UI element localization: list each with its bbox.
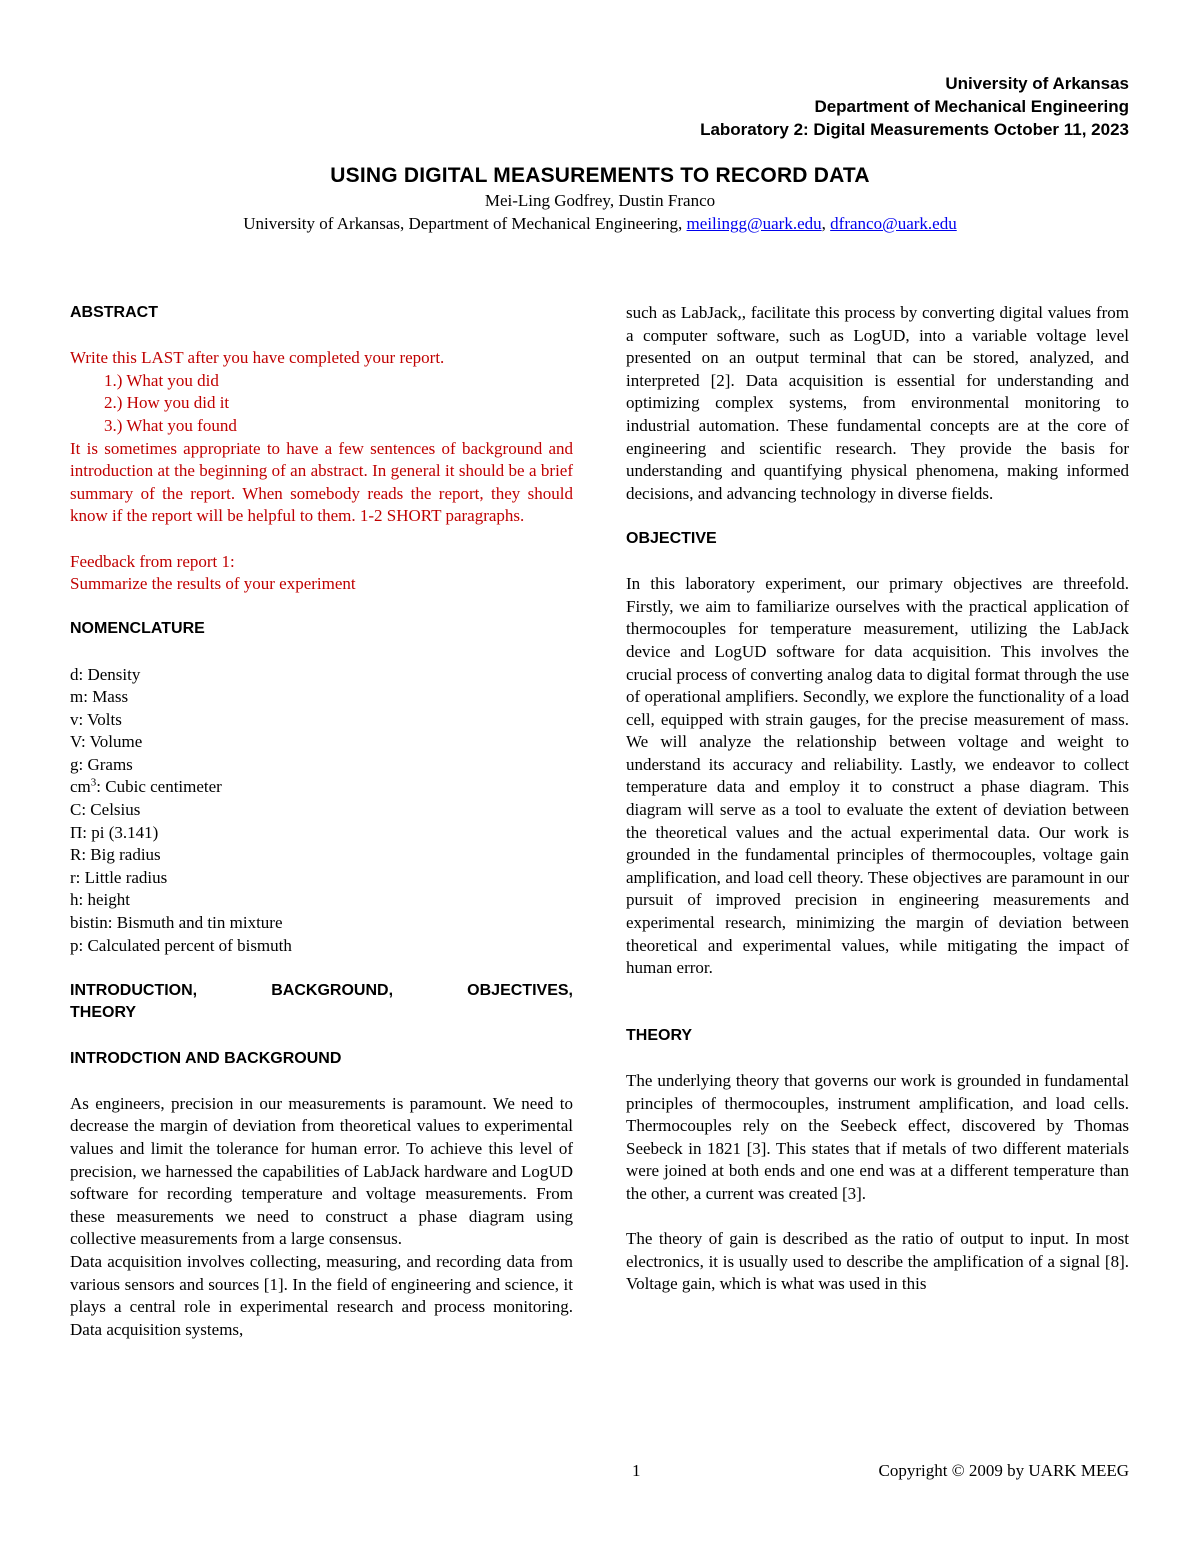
nomenclature-item: g: Grams [70,754,133,774]
authors: Mei-Ling Godfrey, Dustin Franco [484,191,716,210]
abstract-list-item: 3.) What you found [104,415,237,435]
page-number: 1 [632,1461,641,1480]
title-block [0,163,1200,235]
introduction-paragraph-2-continued: such as LabJack,, facilitate this process by converting digital values from a computer software, such as LogUD, into a variable voltage level presented on an output terminal that can be stored, analyzed, and interpreted [2]. Data acquisition is essential for understanding and optimizing complex systems, from environmental monitoring to industrial automation. These fundamental concepts are at the core of engineering and scientific research. They provide the basis for understanding and quantifying physical phenomena, making informed decisions, and advancing technology in diverse fields. [626,303,1129,503]
intro-heading-word: INTRODUCTION, [70,981,198,999]
email-link-2[interactable]: dfranco@uark.edu [830,214,957,233]
nomenclature-item: R: Big radius [70,845,161,865]
introduction-paragraph-2: Data acquisition involves collecting, measuring, and recording data from various sensors and sources [1]. In the field of engineering and science, it plays a central role in experimental research and process monitoring. Data acquisition systems, [70,1251,573,1339]
nomenclature-item: bistin: Bismuth and tin mixture [70,913,283,933]
left-column [70,302,573,1341]
abstract-section [70,347,573,596]
affiliation: University of Arkansas, Department of Mechanical Engineering, meilingg@uark.edu, dfranco@uark.edu [243,214,957,233]
objective-paragraph: In this laboratory experiment, our primary objectives are threefold. Firstly, we aim to familiarize ourselves with the practical application of thermocouples for temperature measurement, utilizing the LabJack device and LogUD software for data acquisition. This involves the crucial process of converting analog data to digital format through the use of operational amplifiers. Secondly, we explore the functionality of a load cell, equipped with strain gauges, for the precise measurement of mass. We will analyze the relationship between voltage and weight to understand its accuracy and reliability. Lastly, we endeavor to collect temperature data and employ it to construct a phase diagram. This diagram will serve as a tool to evaluate the extent of deviation between the theoretical values and the actual experimental data. Our work is grounded in the fundamental principles of thermocouples, voltage gain amplification, and load cell theory. These objectives are paramount in our pursuit of improved precision in engineering measurements and experimental research, minimizing the margin of deviation between theoretical and experimental values, while mitigating the impact of human error. [626,574,1129,978]
affiliation-text: University of Arkansas, Department of Mechanical Engineering, [243,214,683,233]
abstract-list [70,370,573,438]
nomenclature-item: V: Volume [70,732,143,752]
cm-label: : Cubic centimeter [96,777,222,797]
copyright-footer: Copyright © 2009 by UARK MEEG [878,1461,1129,1480]
abstract-list-item: 2.) How you did it [104,393,230,413]
nomenclature-item: d: Density [70,664,141,684]
paper-title: USING DIGITAL MEASUREMENTS TO RECORD DATA [330,164,870,187]
intro-heading-word: BACKGROUND, [271,981,394,999]
header-department: Department of Mechanical Engineering [814,97,1129,116]
theory-heading: THEORY [626,1026,693,1044]
email-link-1[interactable]: meilingg@uark.edu [686,214,822,233]
nomenclature-item: p: Calculated percent of bismuth [70,935,292,955]
nomenclature-item: h: height [70,890,130,910]
abstract-list-item: 1.) What you did [104,370,219,390]
abstract-heading: ABSTRACT [70,304,158,321]
theory-paragraph-2: The theory of gain is described as the ratio of output to input. In most electronics, it is usually used to describe the amplification of a signal [8]. Voltage gain, which is what was used in this [626,1229,1129,1294]
intro-section-heading [70,980,573,1003]
running-header [700,72,1129,141]
intro-heading-word: OBJECTIVES, [467,981,573,999]
nomenclature-heading: NOMENCLATURE [70,620,205,638]
objective-heading: OBJECTIVE [626,529,717,547]
cm-unit: cm [70,777,91,797]
introduction-heading: INTRODCTION AND BACKGROUND [70,1049,342,1067]
header-lab: Laboratory 2: Digital Measurements October 11, 2023 [700,120,1129,139]
theory-paragraph-1: The underlying theory that governs our work is grounded in fundamental principles of thermocouples, instrument amplification, and load cells. Thermocouples rely on the Seebeck effect, discovered by Thomas Seebeck in 1821 [3]. This states that if metals of two different materials were joined at both ends and one end was at a different temperature than the other, a current was created [3]. [626,1071,1129,1203]
nomenclature-item-cm [70,776,573,799]
right-column [626,302,1129,1296]
feedback-text: Summarize the results of your experiment [70,574,356,594]
nomenclature-item: v: Volts [70,709,122,729]
nomenclature-item: m: Mass [70,687,129,707]
nomenclature-item: C: Celsius [70,800,141,820]
nomenclature-list [70,664,573,958]
intro-heading-word: THEORY [70,1004,137,1022]
header-university: University of Arkansas [945,74,1129,93]
introduction-paragraph-1: As engineers, precision in our measurements is paramount. We need to decrease the margin of deviation from theoretical values to experimental values and limit the tolerance for human error. To achieve this level of precision, we harnessed the capabilities of LabJack hardware and LogUD software for recording temperature and voltage measurements. From these measurements we need to construct a phase diagram using collective measurements from a large consensus. [70,1093,573,1249]
nomenclature-item: r: Little radius [70,867,168,887]
nomenclature-item: Π: pi (3.141) [70,822,159,842]
feedback-title: Feedback from report 1: [70,551,235,571]
abstract-body: It is sometimes appropriate to have a few sentences of background and introduction at the beginning of an abstract. In general it should be a brief summary of the report. When somebody reads the report, they should know if the report will be helpful to them. 1-2 SHORT paragraphs. [70,438,573,526]
cm-superscript: 3 [90,776,97,789]
abstract-intro: Write this LAST after you have completed your report. [70,348,445,368]
